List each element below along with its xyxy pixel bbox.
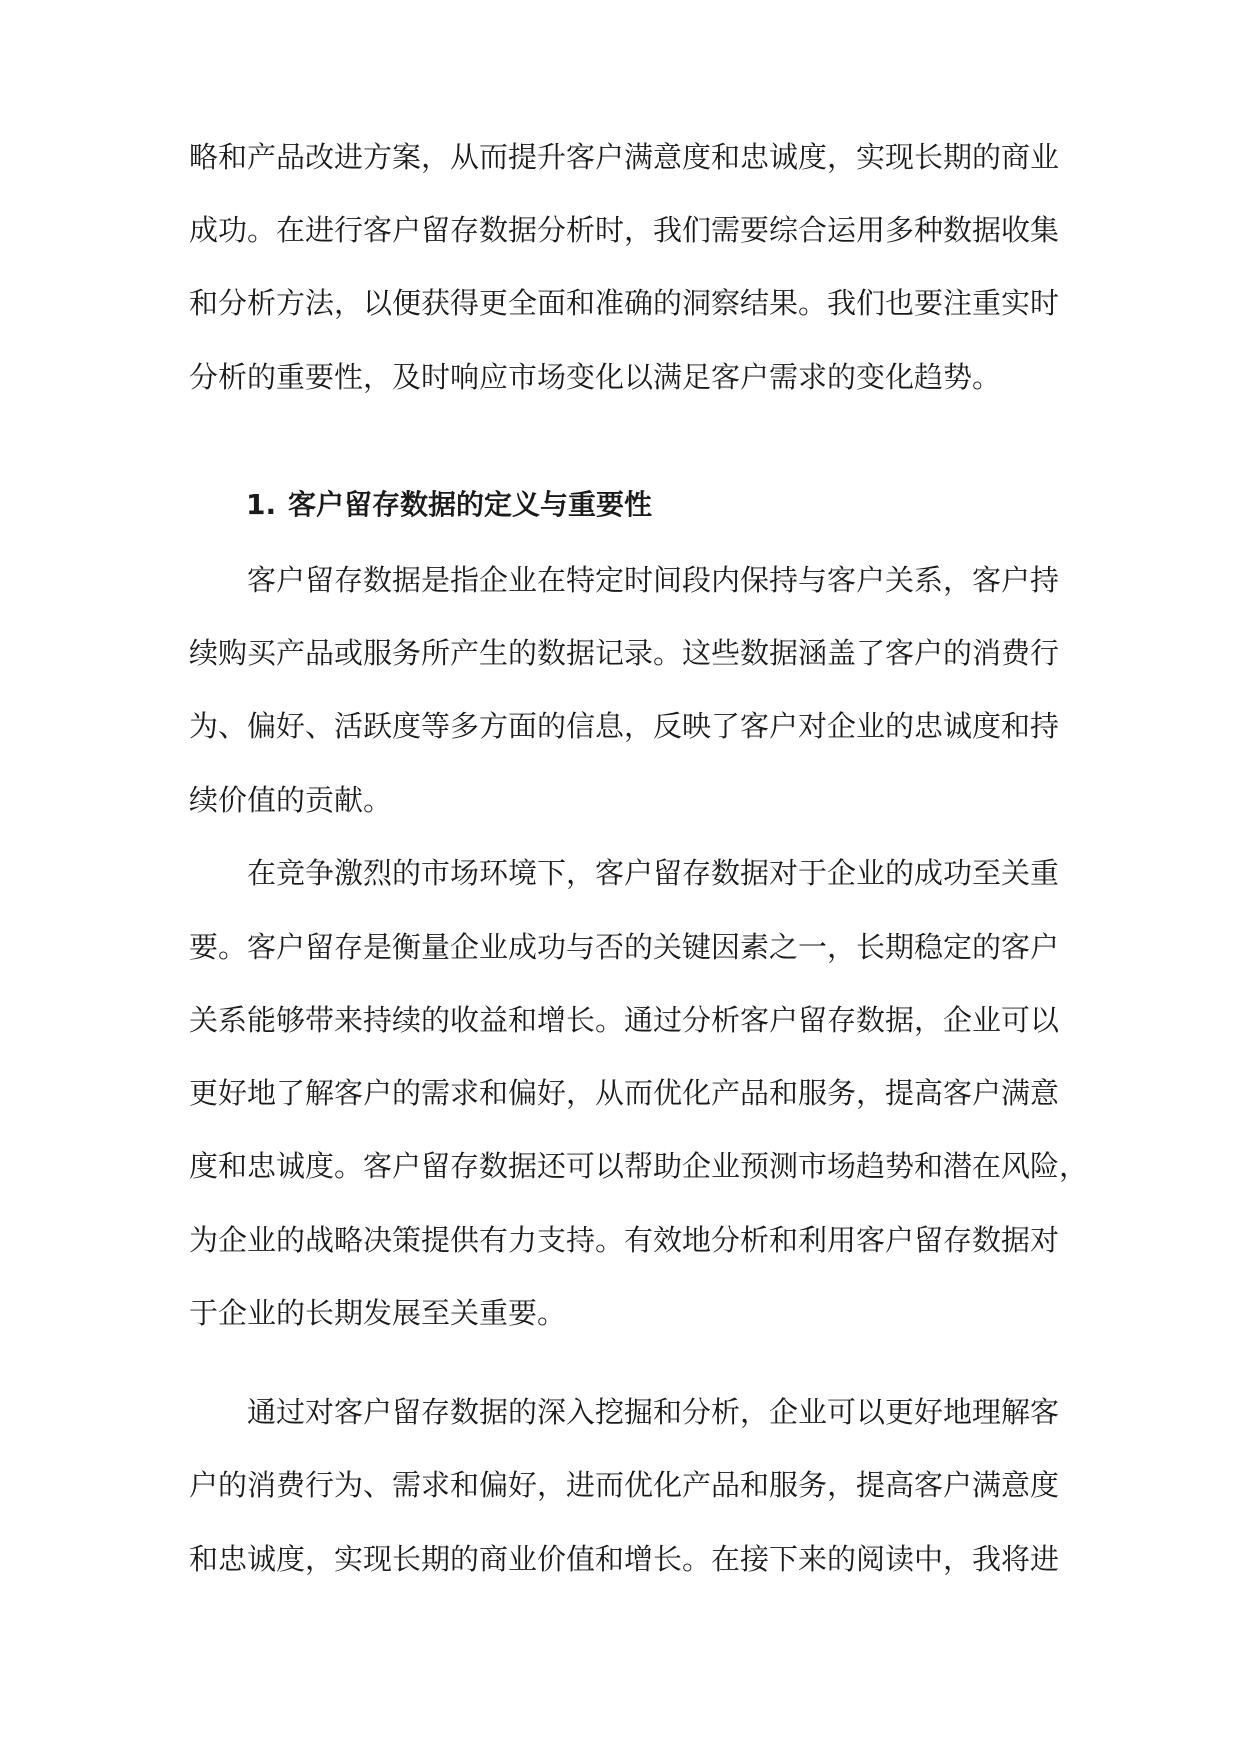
- paragraph2-line-6: 为企业的战略决策提供有力支持。有效地分析和利用客户留存数据对: [189, 1223, 1060, 1257]
- paragraph2-line-5: 度和忠诚度。客户留存数据还可以帮助企业预测市场趋势和潜在风险，: [189, 1149, 1089, 1183]
- paragraph2-line-3: 关系能够带来持续的收益和增长。通过分析客户留存数据，企业可以: [189, 1003, 1060, 1037]
- paragraph1-line-4: 续价值的贡献。: [189, 783, 393, 817]
- intro-line-4: 分析的重要性，及时响应市场变化以满足客户需求的变化趋势。: [189, 360, 1002, 394]
- paragraph3-line-1: 通过对客户留存数据的深入挖掘和分析，企业可以更好地理解客: [247, 1395, 1060, 1429]
- paragraph2-line-2: 要。客户留存是衡量企业成功与否的关键因素之一，长期稳定的客户: [189, 930, 1060, 964]
- section-title: 客户留存数据的定义与重要性: [288, 488, 653, 521]
- section-heading: [246, 485, 652, 525]
- paragraph1-line-1: 客户留存数据是指企业在特定时间段内保持与客户关系，客户持: [247, 563, 1060, 597]
- paragraph2-line-1: 在竞争激烈的市场环境下，客户留存数据对于企业的成功至关重: [247, 856, 1060, 890]
- intro-line-1: 略和产品改进方案，从而提升客户满意度和忠诚度，实现长期的商业: [189, 140, 1060, 174]
- paragraph1-line-2: 续购买产品或服务所产生的数据记录。这些数据涵盖了客户的消费行: [189, 636, 1060, 670]
- paragraph1-line-3: 为、偏好、活跃度等多方面的信息，反映了客户对企业的忠诚度和持: [189, 709, 1060, 743]
- intro-line-2: 成功。在进行客户留存数据分析时，我们需要综合运用多种数据收集: [189, 213, 1060, 247]
- paragraph2-line-7: 于企业的长期发展至关重要。: [189, 1296, 567, 1330]
- paragraph2-line-4: 更好地了解客户的需求和偏好，从而优化产品和服务，提高客户满意: [189, 1076, 1060, 1110]
- paragraph3-line-3: 和忠诚度，实现长期的商业价值和增长。在接下来的阅读中，我将进: [189, 1542, 1060, 1576]
- intro-line-3: 和分析方法，以便获得更全面和准确的洞察结果。我们也要注重实时: [189, 286, 1060, 320]
- paragraph3-line-2: 户的消费行为、需求和偏好，进而优化产品和服务，提高客户满意度: [189, 1468, 1060, 1502]
- section-number: 1.: [246, 488, 277, 521]
